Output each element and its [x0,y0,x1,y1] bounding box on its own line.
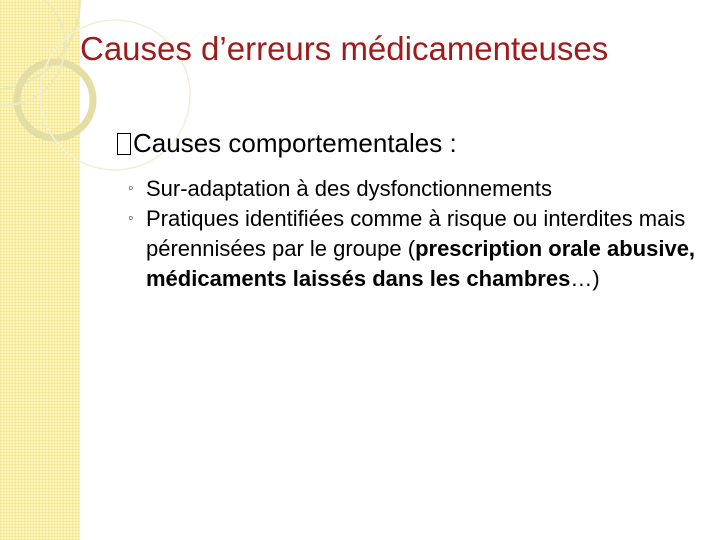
heading-text: Causes comportementales : [133,128,457,158]
list-item-text: Sur-adaptation à des dysfonctionnements [146,176,553,201]
list-item-text-start: Pratiques identifiées comme à risque ou interdites mais pérennisées par le groupe ( [146,206,686,261]
list-item [128,204,708,294]
list-item-text-end: …) [570,266,600,291]
list-item [128,174,708,204]
heading-bullet [117,128,457,159]
sub-bullet-list [128,174,708,294]
list-item-bold-text: prescription orale abusive, médicaments laissés dans les chambres [146,236,696,291]
ring-bullet-icon: ◦ [128,210,134,227]
bullet-marker-icon [117,133,131,155]
ring-bullet-icon: ◦ [128,180,134,197]
decorative-left-band [0,0,80,540]
slide-title: Causes d’erreurs médicamenteuses [80,30,609,67]
